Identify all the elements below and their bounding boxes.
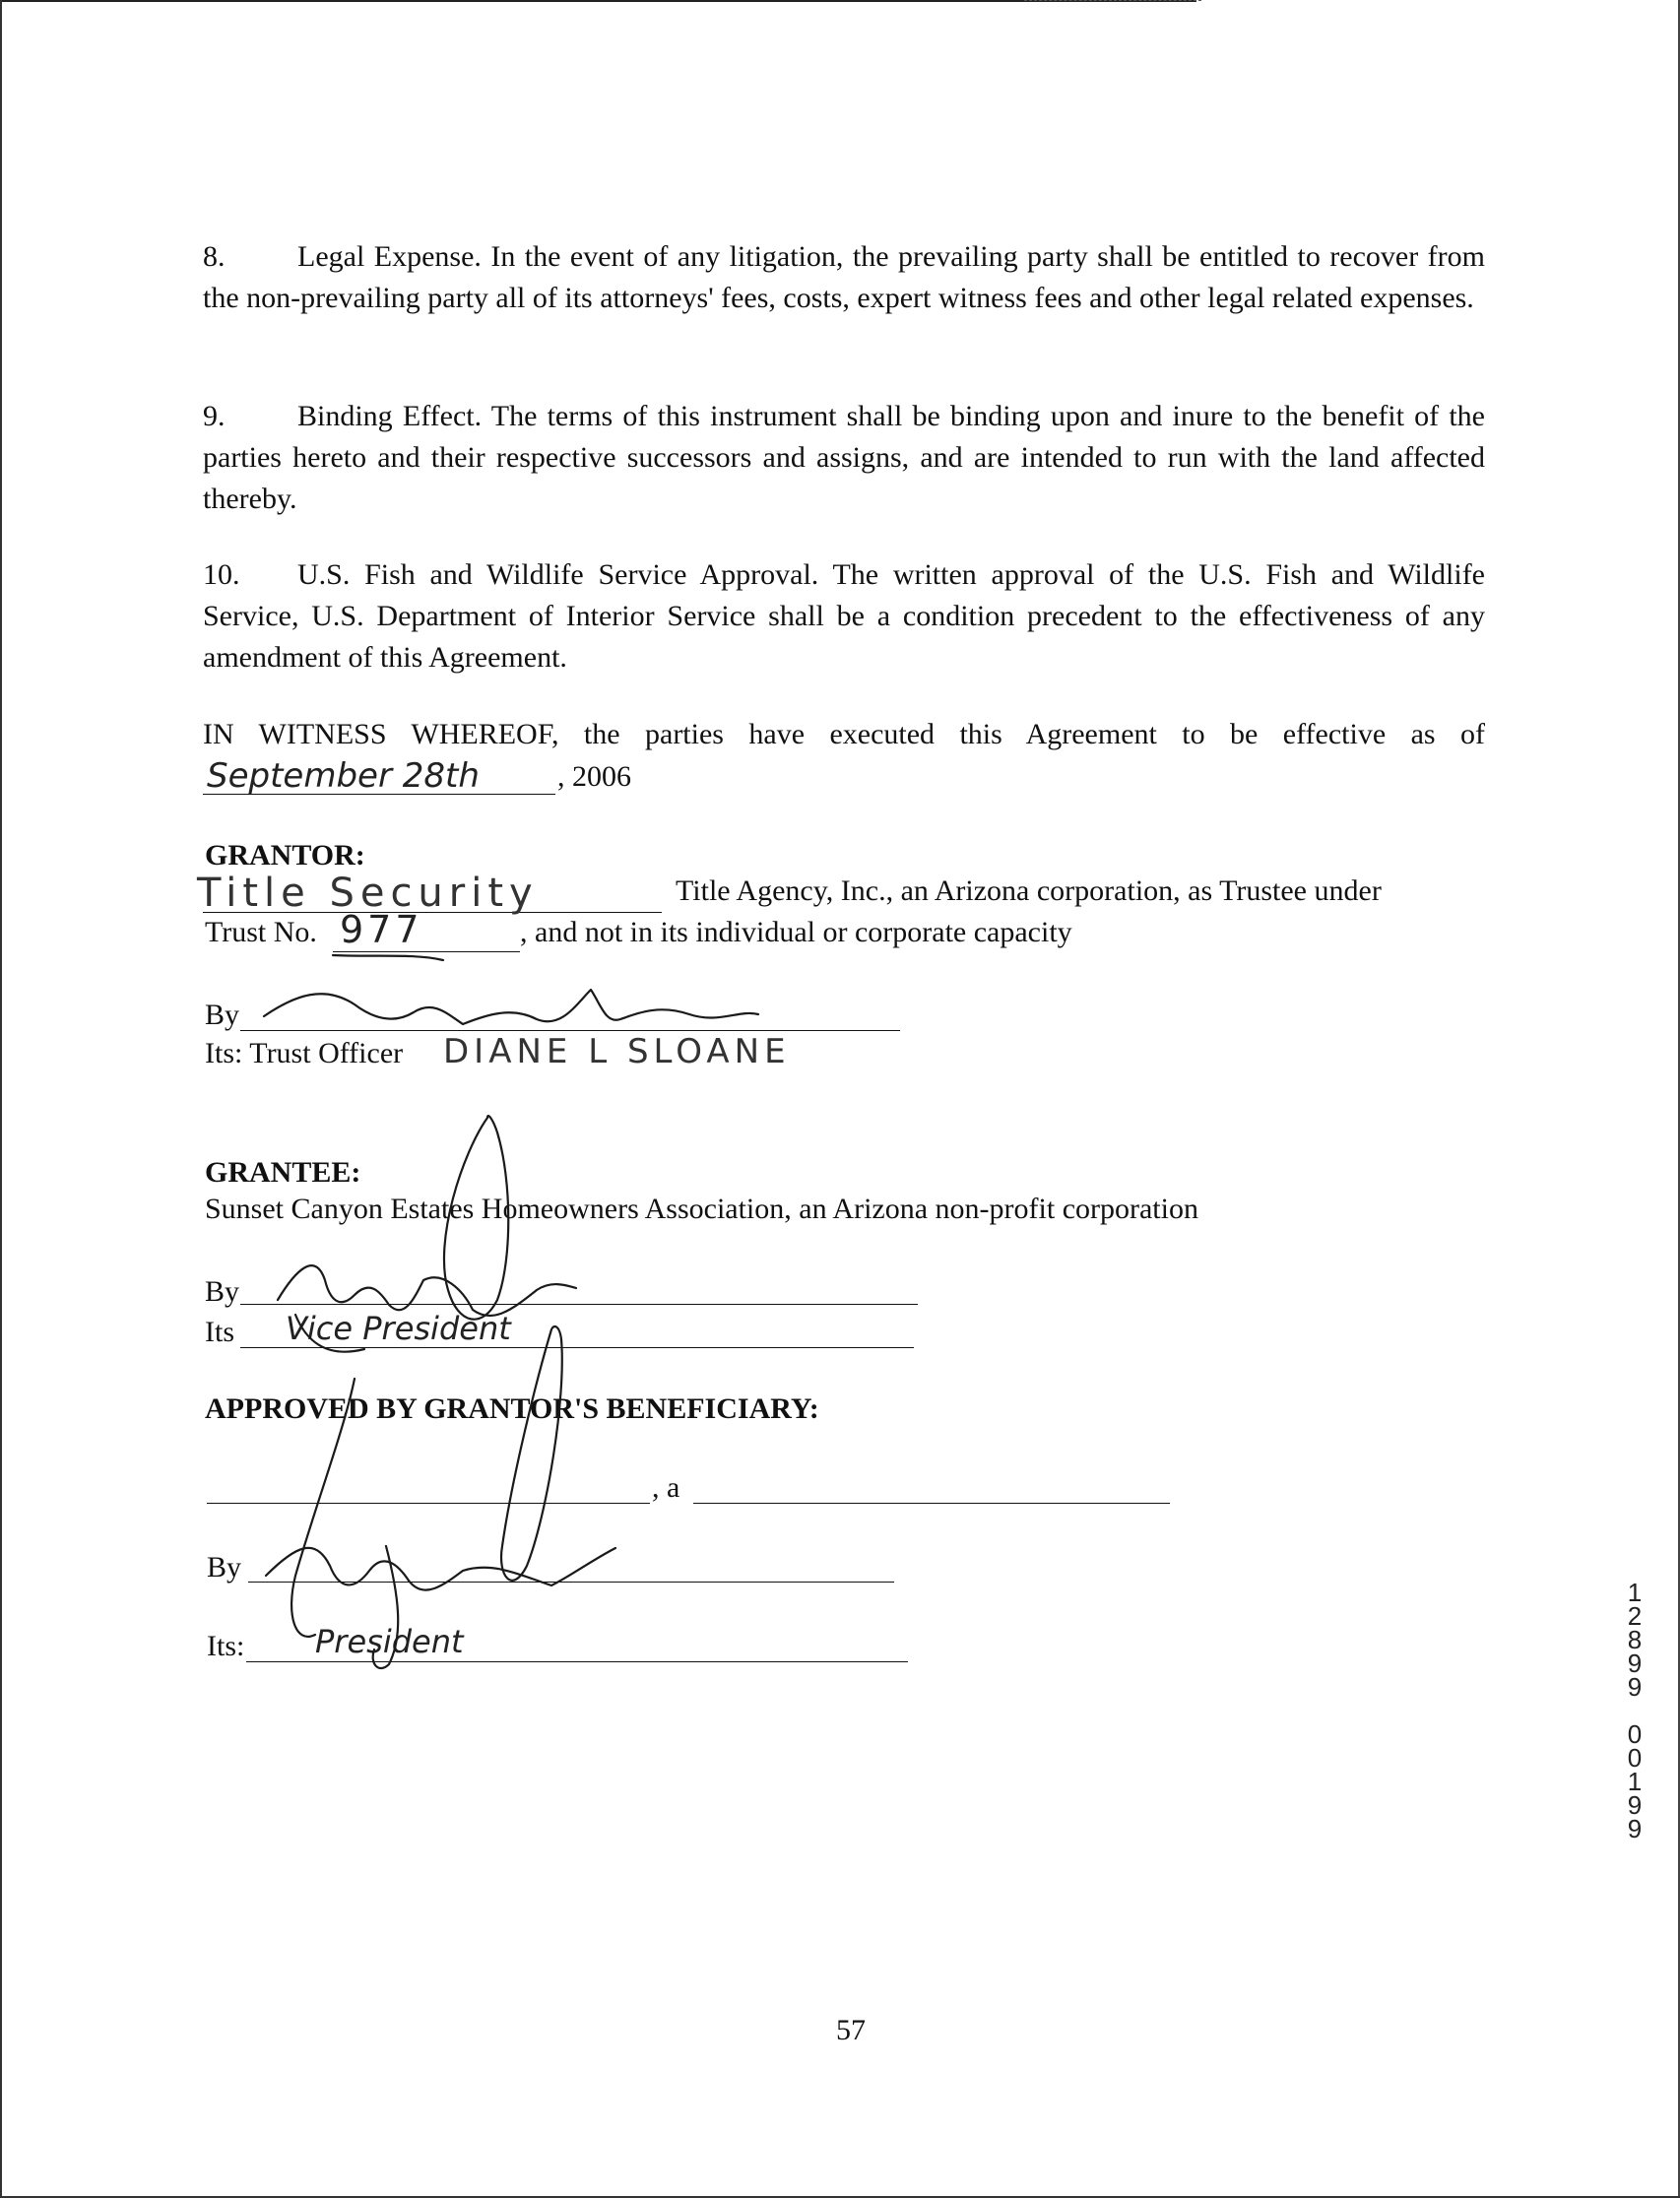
beneficiary-title-handwritten: President — [315, 1623, 464, 1660]
date-handwritten: September 28th — [207, 756, 480, 796]
paragraph-fish-wildlife-approval — [203, 554, 1485, 679]
stamp-digit: 0 — [1627, 1743, 1643, 1773]
stamp-digit: 0 — [1627, 1719, 1643, 1749]
paragraph-binding-effect — [203, 396, 1485, 520]
stamp-digit: 9 — [1627, 1672, 1643, 1702]
trust-underline-stroke — [333, 955, 443, 960]
stamp-digit: 1 — [1627, 1767, 1643, 1796]
grantee-by-label: By — [205, 1275, 240, 1308]
stamp-digit: 1 — [1627, 1578, 1643, 1607]
paragraph-number: 8. — [203, 240, 226, 273]
beneficiary-comma-a: , a — [652, 1471, 680, 1504]
grantee-organization: Sunset Canyon Estates Homeowners Association, an Arizona non-profit corporation — [205, 1193, 1198, 1225]
beneficiary-name-line — [207, 1503, 650, 1504]
paragraph-number: 9. — [203, 400, 226, 432]
beneficiary-signature-loop — [501, 1326, 562, 1581]
grantor-its-label: Its: Trust Officer — [205, 1037, 404, 1069]
grantor-signature-scribble — [264, 990, 758, 1024]
beneficiary-signature-scrawl — [266, 1548, 615, 1590]
recording-stamp — [1615, 1578, 1654, 1843]
grantee-signature-scrawl — [278, 1265, 576, 1316]
paragraph-text: Legal Expense. In the event of any litigation, the prevailing party shall be entitled to recover from the non-prevailing party all of its attorneys' fees, costs, expert witness fees and other legal related expenses. — [203, 240, 1485, 314]
agency-handwritten: Title Security — [197, 871, 539, 916]
scan-edge-left — [0, 0, 2, 2198]
scan-edge-top — [0, 0, 1196, 2]
beneficiary-by-label: By — [207, 1551, 242, 1584]
page-number: 57 — [836, 2014, 866, 2046]
trust-suffix: , and not in its individual or corporate capacity — [520, 916, 1072, 948]
paragraph-text: U.S. Fish and Wildlife Service Approval. The written approval of the U.S. Fish and Wildlife Service, U.S. Department of Interior Service shall be a condition precedent to the effectiveness of any amendment of this Agreement. — [203, 558, 1485, 674]
trust-label: Trust No. — [205, 916, 317, 948]
grantee-signature-line — [240, 1304, 918, 1305]
grantee-title-line — [240, 1347, 914, 1348]
grantor-by-label: By — [205, 999, 240, 1031]
trust-number-handwritten: 977 — [340, 908, 423, 951]
agency-text: Title Agency, Inc., an Arizona corporation, as Trustee under — [676, 874, 1382, 907]
stamp-digit: 2 — [1627, 1601, 1643, 1631]
grantee-title-handwritten: Vice President — [286, 1310, 511, 1347]
paragraph-text: Binding Effect. The terms of this instrument shall be binding upon and inure to the benefit of the parties hereto and their respective successors and assigns, and are intended to run with the land affected thereby. — [203, 400, 1485, 515]
stamp-digit: 9 — [1627, 1790, 1643, 1820]
paragraph-number: 10. — [203, 558, 240, 591]
grantee-its-label: Its — [205, 1316, 234, 1348]
stamp-digit: 9 — [1627, 1814, 1643, 1843]
witness-clause: IN WITNESS WHEREOF, the parties have executed this Agreement to be effective as of — [203, 718, 1485, 750]
stamp-digit: 9 — [1627, 1648, 1643, 1678]
paragraph-legal-expense — [203, 236, 1485, 319]
grantor-signature-line — [240, 1030, 900, 1031]
scan-edge-top-dashed — [1024, 0, 1201, 2]
beneficiary-heading: APPROVED BY GRANTOR'S BENEFICIARY: — [205, 1392, 819, 1425]
date-year: , 2006 — [557, 760, 631, 793]
trust-number-line — [333, 951, 520, 952]
beneficiary-its-label: Its: — [207, 1630, 245, 1662]
beneficiary-signature-line — [248, 1582, 894, 1583]
grantor-printed-name-handwritten: DIANE L SLOANE — [443, 1032, 791, 1071]
beneficiary-entity-line — [693, 1503, 1170, 1504]
grantee-heading: GRANTEE: — [205, 1156, 361, 1189]
beneficiary-title-line — [246, 1661, 908, 1662]
grantor-heading: GRANTOR: — [205, 839, 365, 872]
stamp-digit: 8 — [1627, 1625, 1643, 1654]
